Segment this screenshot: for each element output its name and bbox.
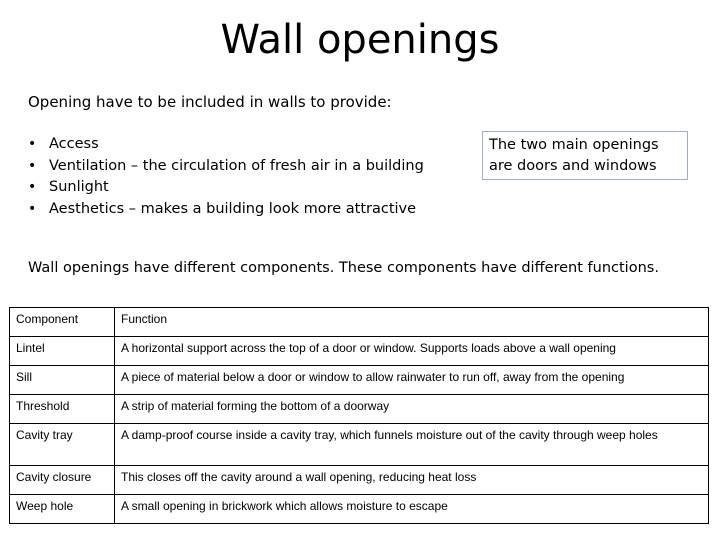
table-header-cell: Function: [115, 308, 709, 337]
table-row: [10, 495, 709, 524]
table-row: [10, 366, 709, 395]
table-cell-function: A damp-proof course inside a cavity tray, which funnels moisture out of the cavity through weep holes: [115, 424, 709, 466]
table-row: [10, 337, 709, 366]
table-row: [10, 424, 709, 466]
table-cell-component: Sill: [10, 366, 115, 395]
page-title: Wall openings: [220, 17, 500, 63]
components-table: [9, 307, 709, 524]
table-cell-component: Weep hole: [10, 495, 115, 524]
bullet-icon: •: [28, 200, 37, 217]
list-item-text: Ventilation – the circulation of fresh air in a building: [49, 157, 424, 174]
table-cell-function: This closes off the cavity around a wall opening, reducing heat loss: [115, 466, 709, 495]
list-item-text: Access: [49, 136, 99, 152]
table-cell-component: Cavity closure: [10, 466, 115, 495]
list-item-text: Aesthetics – makes a building look more attractive: [49, 200, 417, 217]
bullet-icon: •: [28, 157, 37, 174]
callout-box: The two main openings are doors and windows: [482, 131, 688, 180]
list-item: [28, 177, 424, 199]
table-cell-function: A horizontal support across the top of a door or window. Supports loads above a wall opening: [115, 337, 709, 366]
bullet-icon: •: [28, 179, 37, 195]
table-cell-component: Lintel: [10, 337, 115, 366]
intro-text: Opening have to be included in walls to provide:: [28, 93, 392, 111]
list-item-text: Sunlight: [49, 179, 109, 195]
table-cell-function: A piece of material below a door or window to allow rainwater to run off, away from the opening: [115, 366, 709, 395]
table-row: [10, 395, 709, 424]
list-item: [28, 199, 424, 221]
bullet-icon: •: [28, 136, 37, 152]
table-header-cell: Component: [10, 308, 115, 337]
table-cell-component: Threshold: [10, 395, 115, 424]
table-cell-function: A small opening in brickwork which allows moisture to escape: [115, 495, 709, 524]
table-header-row: [10, 308, 709, 337]
list-item: [28, 134, 424, 156]
table-cell-component: Cavity tray: [10, 424, 115, 466]
purpose-list: [28, 134, 424, 220]
table-cell-function: A strip of material forming the bottom of a doorway: [115, 395, 709, 424]
components-text: Wall openings have different components. These components have different functions.: [28, 260, 659, 276]
list-item: [28, 156, 424, 178]
table-row: [10, 466, 709, 495]
